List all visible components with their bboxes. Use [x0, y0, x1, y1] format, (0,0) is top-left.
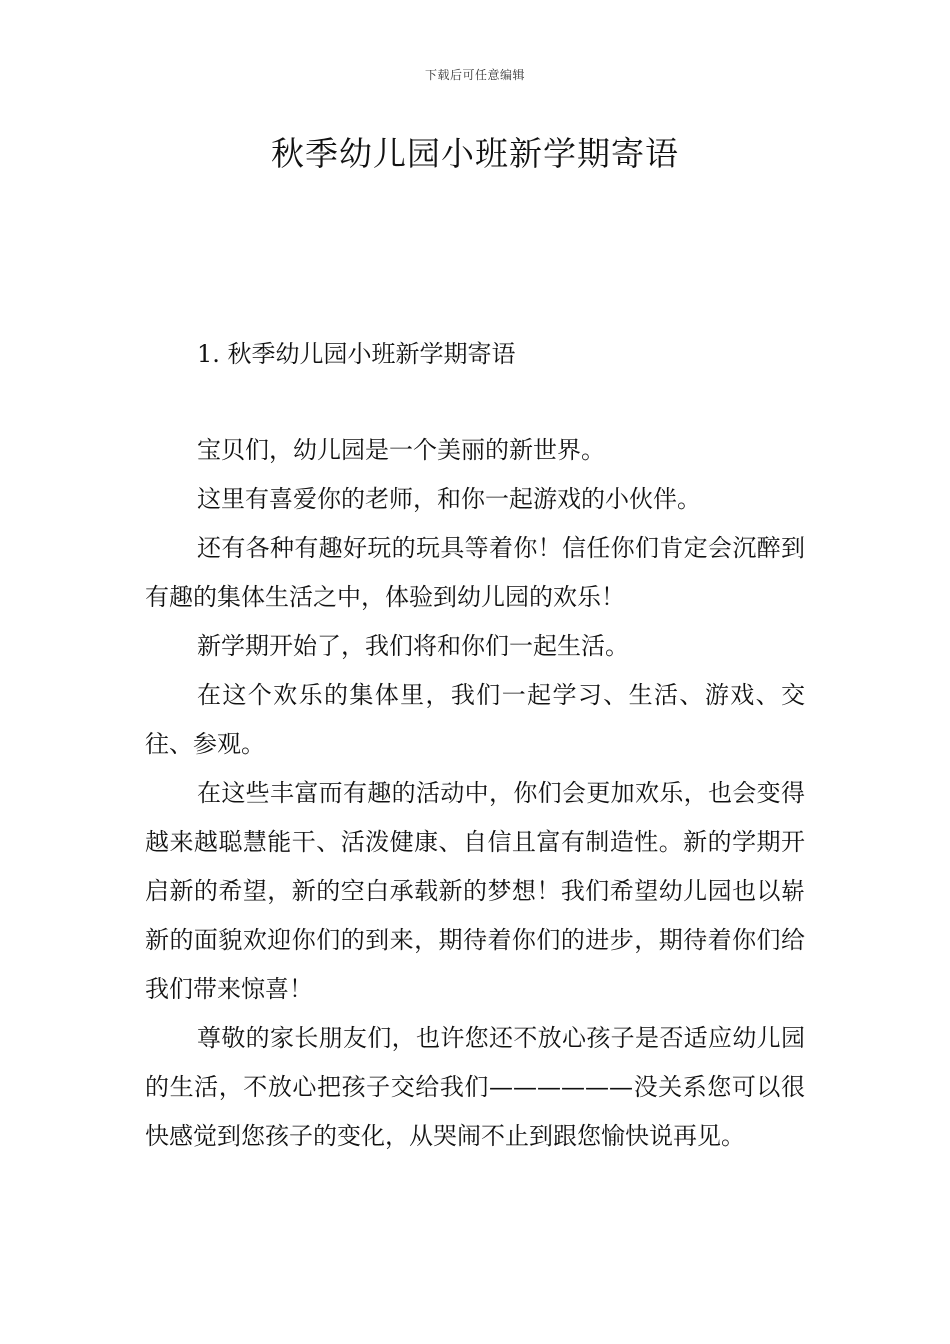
paragraph: 还有各种有趣好玩的玩具等着你！信任你们肯定会沉醉到有趣的集体生活之中，体验到幼儿园的欢乐！	[145, 534, 805, 611]
paragraph: 宝贝们，幼儿园是一个美丽的新世界。	[197, 436, 605, 464]
paragraph: 尊敬的家长朋友们，也许您还不放心孩子是否适应幼儿园的生活，不放心把孩子交给我们——————没关系您可以很快感觉到您孩子的变化，从哭闹不止到跟您愉快说再见。	[145, 1024, 805, 1150]
header-note: 下载后可任意编辑	[424, 68, 525, 82]
paragraph: 这里有喜爱你的老师，和你一起游戏的小伙伴。	[197, 485, 701, 513]
document-title: 秋季幼儿园小班新学期寄语	[271, 134, 679, 173]
paragraph: 新学期开始了，我们将和你们一起生活。	[197, 632, 629, 660]
paragraph: 在这个欢乐的集体里，我们一起学习、生活、游戏、交往、参观。	[145, 681, 805, 758]
document-body	[145, 426, 805, 1161]
section-heading: 1. 秋季幼儿园小班新学期寄语	[197, 340, 516, 368]
paragraph: 在这些丰富而有趣的活动中，你们会更加欢乐，也会变得越来越聪慧能干、活泼健康、自信且富有制造性。新的学期开启新的希望，新的空白承载新的梦想！我们希望幼儿园也以崭新的面貌欢迎你们的到来，期待着你们的进步，期待着你们给我们带来惊喜！	[145, 779, 805, 1003]
